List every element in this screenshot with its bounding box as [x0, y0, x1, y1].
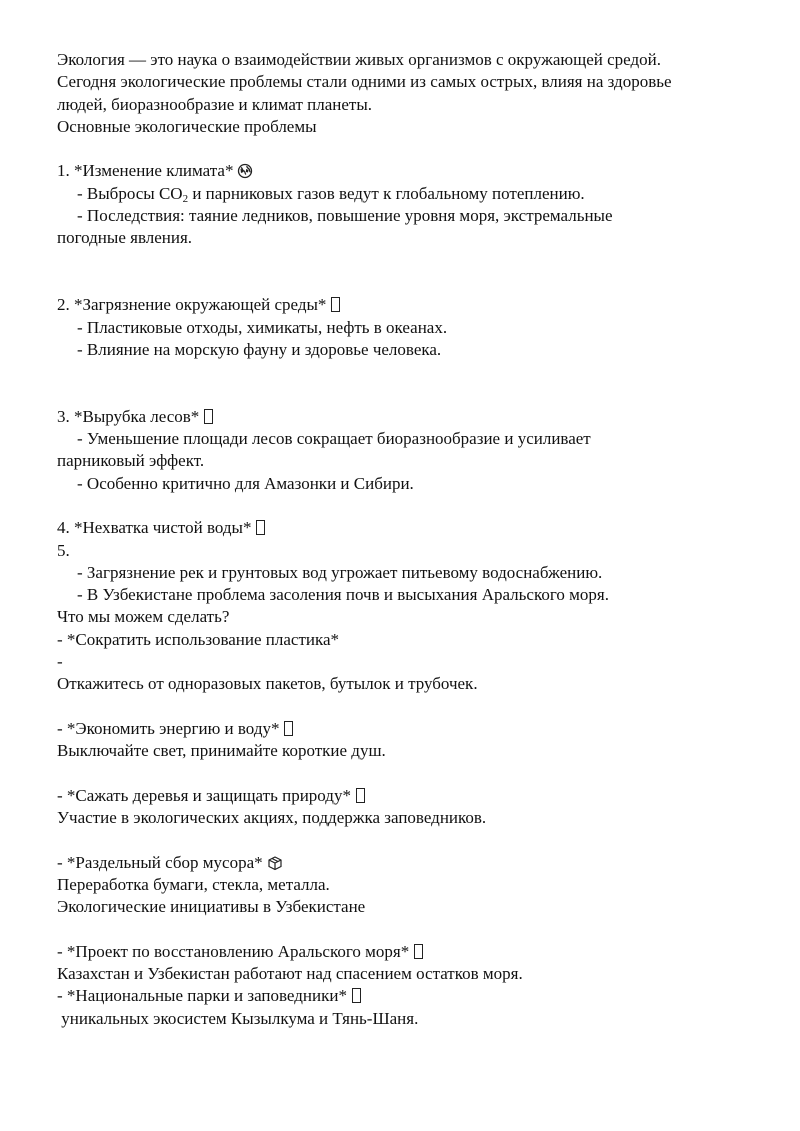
action-1-text: Откажитесь от одноразовых пакетов, бутылок и трубочек.: [57, 674, 478, 694]
problem-2-title-text: 2. *Загрязнение окружающей среды*: [57, 295, 327, 315]
problem-3-title-text: 3. *Вырубка лесов*: [57, 406, 200, 426]
initiative-1-text: Казахстан и Узбекистан работают над спасением остатков моря.: [57, 964, 523, 984]
problems-heading: Основные экологические проблемы: [57, 116, 317, 136]
spacer: [57, 829, 757, 851]
problem-2-bullet-1: - Пластиковые отходы, химикаты, нефть в океанах.: [77, 317, 448, 337]
problem-2-bullet-2: - Влияние на морскую фауну и здоровье человека.: [77, 339, 442, 359]
problem-1-bullet-1-rest: и парниковых газов ведут к глобальному потеплению.: [188, 183, 585, 203]
spacer: [57, 696, 757, 718]
missing-glyph-icon: [414, 944, 423, 959]
initiative-2-title: [57, 985, 757, 1007]
document-page: [57, 49, 757, 1030]
spacer: [57, 138, 757, 160]
problem-3-title: [57, 406, 757, 428]
spacer: [57, 495, 757, 517]
intro-line-1: Экология — это наука о взаимодействии живых организмов с окружающей средой.: [57, 50, 661, 69]
actions-heading: Что мы можем сделать?: [57, 607, 230, 627]
spacer: [57, 383, 757, 405]
spacer: [57, 250, 757, 272]
missing-glyph-icon: [284, 721, 293, 736]
action-2-title: [57, 718, 757, 740]
missing-glyph-icon: [204, 409, 213, 424]
spacer: [57, 919, 757, 941]
problem-1-title-text: 1. *Изменение климата*: [57, 161, 234, 181]
globe-icon: [237, 163, 253, 179]
action-1-title: - *Сократить использование пластика*: [57, 629, 340, 649]
problem-1-title: [57, 160, 757, 182]
action-3-title: [57, 785, 757, 807]
problem-1-bullet-2-cont: погодные явления.: [57, 228, 193, 248]
initiative-2-title-text: - *Национальные парки и заповедники*: [57, 986, 347, 1006]
co2-subscript: 2: [182, 192, 189, 205]
problem-1-bullet-1: [57, 183, 757, 205]
problem-4-bullet-1: - Загрязнение рек и грунтовых вод угрожает питьевому водоснабжению.: [77, 562, 603, 582]
action-3-title-text: - *Сажать деревья и защищать природу*: [57, 785, 351, 805]
problem-4-title-text: 4. *Нехватка чистой воды*: [57, 518, 252, 538]
package-icon: [267, 855, 283, 871]
problem-4-bullet-2: - В Узбекистане проблема засоления почв и высыхания Аральского моря.: [77, 585, 609, 605]
missing-glyph-icon: [331, 297, 340, 312]
uzbekistan-heading: Экологические инициативы в Узбекистане: [57, 897, 366, 917]
action-1-dash: -: [57, 652, 63, 672]
problem-3-bullet-2: - Особенно критично для Амазонки и Сибири.: [77, 473, 414, 493]
initiative-1-title-text: - *Проект по восстановлению Аральского моря*: [57, 941, 410, 961]
problem-3-bullet-1-cont: парниковый эффект.: [57, 451, 205, 471]
action-4-title-text: - *Раздельный сбор мусора*: [57, 852, 263, 872]
problem-1-bullet-1-text: - Выбросы CO: [77, 183, 183, 203]
intro-line-2: Сегодня экологические проблемы стали одними из самых острых, влияя на здоровье: [57, 72, 672, 92]
spacer: [57, 272, 757, 294]
problem-5-number: 5.: [57, 540, 70, 560]
missing-glyph-icon: [256, 520, 265, 535]
problem-1-bullet-2: - Последствия: таяние ледников, повышение уровня моря, экстремальные: [77, 206, 613, 226]
problem-3-bullet-1: - Уменьшение площади лесов сокращает биоразнообразие и усиливает: [77, 429, 591, 449]
action-4-text: Переработка бумаги, стекла, металла.: [57, 874, 330, 894]
problem-4-title: [57, 517, 757, 539]
spacer: [57, 763, 757, 785]
initiative-2-text: уникальных экосистем Кызылкума и Тянь-Шаня.: [57, 1008, 419, 1028]
initiative-1-title: [57, 941, 757, 963]
action-2-text: Выключайте свет, принимайте короткие душ.: [57, 741, 386, 761]
missing-glyph-icon: [352, 988, 361, 1003]
spacer: [57, 361, 757, 383]
intro-line-3: людей, биоразнообразие и климат планеты.: [57, 94, 373, 114]
action-2-title-text: - *Экономить энергию и воду*: [57, 718, 280, 738]
problem-2-title: [57, 294, 757, 316]
action-3-text: Участие в экологических акциях, поддержка заповедников.: [57, 808, 487, 828]
action-4-title: [57, 852, 757, 874]
missing-glyph-icon: [356, 788, 365, 803]
